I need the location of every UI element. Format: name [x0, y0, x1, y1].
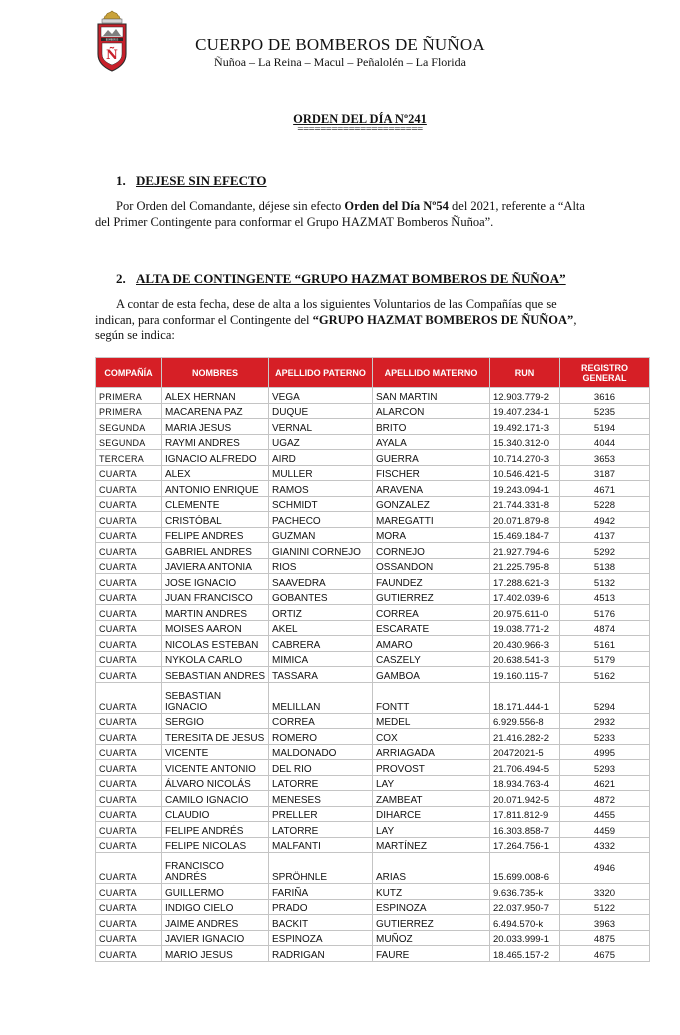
cell-company: CUARTA — [96, 729, 162, 745]
cell-paternal-surname: MELILLAN — [269, 682, 373, 713]
organization-communes: Ñuñoa – La Reina – Macul – Peñalolén – La Florida — [214, 55, 466, 69]
cell-general-registry: 3320 — [560, 884, 650, 900]
cell-names: ALEX HERNAN — [162, 388, 269, 404]
cell-maternal-surname: FAURE — [373, 946, 490, 962]
cell-maternal-surname: MUÑOZ — [373, 930, 490, 946]
cell-general-registry: 5292 — [560, 543, 650, 559]
cell-run: 21.744.331-8 — [490, 496, 560, 512]
table-row — [96, 713, 650, 729]
cell-names: ALEX — [162, 465, 269, 481]
cell-maternal-surname: ZAMBEAT — [373, 791, 490, 807]
cell-run: 21.416.282-2 — [490, 729, 560, 745]
table-row — [96, 512, 650, 528]
cell-general-registry: 5176 — [560, 605, 650, 621]
cell-maternal-surname: ALARCON — [373, 403, 490, 419]
cell-names: MARTIN ANDRES — [162, 605, 269, 621]
cell-maternal-surname: MEDEL — [373, 713, 490, 729]
cell-names: JAIME ANDRES — [162, 915, 269, 931]
cell-company: CUARTA — [96, 930, 162, 946]
cell-paternal-surname: PRADO — [269, 899, 373, 915]
cell-company: CUARTA — [96, 946, 162, 962]
table-row — [96, 419, 650, 435]
table-row — [96, 651, 650, 667]
cell-paternal-surname: TASSARA — [269, 667, 373, 683]
cell-maternal-surname: CORREA — [373, 605, 490, 621]
cell-run: 17.288.621-3 — [490, 574, 560, 590]
cell-paternal-surname: AIRD — [269, 450, 373, 466]
cell-run: 21.225.795-8 — [490, 558, 560, 574]
cell-paternal-surname: RAMOS — [269, 481, 373, 497]
cell-run: 6.494.570-k — [490, 915, 560, 931]
cell-run: 17.264.756-1 — [490, 837, 560, 853]
section-1-number: 1. — [116, 173, 126, 188]
cell-names: FELIPE NICOLAS — [162, 837, 269, 853]
table-header-row — [96, 358, 650, 388]
cell-names: CAMILO IGNACIO — [162, 791, 269, 807]
section-2-heading — [116, 271, 566, 287]
section-1-paragraph — [95, 199, 595, 230]
cell-general-registry: 5138 — [560, 558, 650, 574]
table-row — [96, 899, 650, 915]
col-header-paternal-surname: APELLIDO PATERNO — [269, 358, 373, 388]
cell-paternal-surname: CORREA — [269, 713, 373, 729]
cell-company: CUARTA — [96, 574, 162, 590]
cell-paternal-surname: BACKIT — [269, 915, 373, 931]
cell-paternal-surname: MULLER — [269, 465, 373, 481]
cell-maternal-surname: CASZELY — [373, 651, 490, 667]
cell-names: VICENTE ANTONIO — [162, 760, 269, 776]
cell-general-registry: 2932 — [560, 713, 650, 729]
cell-maternal-surname: FAUNDEZ — [373, 574, 490, 590]
cell-paternal-surname: MIMICA — [269, 651, 373, 667]
table-row — [96, 434, 650, 450]
cell-paternal-surname: LATORRE — [269, 822, 373, 838]
cell-run: 10.546.421-5 — [490, 465, 560, 481]
cell-run: 20.430.966-3 — [490, 636, 560, 652]
cell-maternal-surname: DIHARCE — [373, 806, 490, 822]
cell-names: JUAN FRANCISCO — [162, 589, 269, 605]
cell-paternal-surname: MALDONADO — [269, 744, 373, 760]
cell-run: 6.929.556-8 — [490, 713, 560, 729]
cell-paternal-surname: ROMERO — [269, 729, 373, 745]
table-row — [96, 837, 650, 853]
cell-run: 10.714.270-3 — [490, 450, 560, 466]
cell-general-registry: 5228 — [560, 496, 650, 512]
table-row — [96, 853, 650, 884]
cell-names: FELIPE ANDRÉS — [162, 822, 269, 838]
cell-names: NYKOLA CARLO — [162, 651, 269, 667]
cell-company: TERCERA — [96, 450, 162, 466]
cell-names: VICENTE — [162, 744, 269, 760]
cell-maternal-surname: MARTÍNEZ — [373, 837, 490, 853]
cell-company: CUARTA — [96, 806, 162, 822]
cell-company: CUARTA — [96, 620, 162, 636]
table-row — [96, 605, 650, 621]
cell-company: CUARTA — [96, 667, 162, 683]
hazmat-roster-table — [95, 357, 650, 962]
cell-maternal-surname: ESCARATE — [373, 620, 490, 636]
cell-paternal-surname: SCHMIDT — [269, 496, 373, 512]
cell-paternal-surname: SPRÖHNLE — [269, 853, 373, 884]
cell-run: 19.160.115-7 — [490, 667, 560, 683]
cell-general-registry: 4675 — [560, 946, 650, 962]
cell-general-registry: 4946 — [560, 853, 650, 884]
cell-names: FELIPE ANDRES — [162, 527, 269, 543]
cell-company: CUARTA — [96, 481, 162, 497]
table-row — [96, 558, 650, 574]
cell-run: 21.706.494-5 — [490, 760, 560, 776]
cell-paternal-surname: VEGA — [269, 388, 373, 404]
cell-names: RAYMI ANDRES — [162, 434, 269, 450]
table-row — [96, 760, 650, 776]
cell-run: 9.636.735-k — [490, 884, 560, 900]
cell-run: 22.037.950-7 — [490, 899, 560, 915]
cell-paternal-surname: DUQUE — [269, 403, 373, 419]
cell-paternal-surname: AKEL — [269, 620, 373, 636]
table-row — [96, 729, 650, 745]
cell-company: CUARTA — [96, 791, 162, 807]
table-row — [96, 403, 650, 419]
cell-general-registry: 5233 — [560, 729, 650, 745]
cell-maternal-surname: AMARO — [373, 636, 490, 652]
table-row — [96, 884, 650, 900]
cell-names: MOISES AARON — [162, 620, 269, 636]
cell-maternal-surname: MAREGATTI — [373, 512, 490, 528]
cell-paternal-surname: VERNAL — [269, 419, 373, 435]
cell-paternal-surname: MENESES — [269, 791, 373, 807]
table-row — [96, 450, 650, 466]
cell-run: 18.934.763-4 — [490, 775, 560, 791]
cell-names: ÁLVARO NICOLÁS — [162, 775, 269, 791]
cell-run: 20.975.611-0 — [490, 605, 560, 621]
cell-maternal-surname: LAY — [373, 822, 490, 838]
cell-company: CUARTA — [96, 527, 162, 543]
cell-paternal-surname: RADRIGAN — [269, 946, 373, 962]
cell-paternal-surname: DEL RIO — [269, 760, 373, 776]
cell-run: 17.402.039-6 — [490, 589, 560, 605]
cell-company: PRIMERA — [96, 388, 162, 404]
cell-names: IGNACIO ALFREDO — [162, 450, 269, 466]
cell-names: SEBASTIAN ANDRES — [162, 667, 269, 683]
cell-run: 21.927.794-6 — [490, 543, 560, 559]
table-row — [96, 822, 650, 838]
cell-paternal-surname: PRELLER — [269, 806, 373, 822]
table-row — [96, 775, 650, 791]
table-row — [96, 481, 650, 497]
cell-company: CUARTA — [96, 636, 162, 652]
table-row — [96, 636, 650, 652]
cell-maternal-surname: ARAVENA — [373, 481, 490, 497]
cell-general-registry: 4137 — [560, 527, 650, 543]
cell-general-registry: 4332 — [560, 837, 650, 853]
cell-names: MACARENA PAZ — [162, 403, 269, 419]
cell-company: SEGUNDA — [96, 434, 162, 450]
cell-maternal-surname: AYALA — [373, 434, 490, 450]
cell-paternal-surname: FARIÑA — [269, 884, 373, 900]
cell-company: CUARTA — [96, 496, 162, 512]
cell-maternal-surname: GONZALEZ — [373, 496, 490, 512]
table-row — [96, 930, 650, 946]
table-row — [96, 620, 650, 636]
cell-run: 15.340.312-0 — [490, 434, 560, 450]
cell-company: PRIMERA — [96, 403, 162, 419]
table-row — [96, 527, 650, 543]
cell-maternal-surname: GUTIERREZ — [373, 589, 490, 605]
cell-names: TERESITA DE JESUS — [162, 729, 269, 745]
cell-run: 19.243.094-1 — [490, 481, 560, 497]
cell-names: NICOLAS ESTEBAN — [162, 636, 269, 652]
cell-general-registry: 4459 — [560, 822, 650, 838]
cell-company: CUARTA — [96, 558, 162, 574]
cell-company: CUARTA — [96, 760, 162, 776]
cell-run: 20.638.541-3 — [490, 651, 560, 667]
cell-general-registry: 5294 — [560, 682, 650, 713]
cell-company: SEGUNDA — [96, 419, 162, 435]
cell-maternal-surname: GUTIERREZ — [373, 915, 490, 931]
order-title-underline: ====================== — [297, 123, 423, 135]
cell-general-registry: 5179 — [560, 651, 650, 667]
cell-paternal-surname: GIANINI CORNEJO — [269, 543, 373, 559]
svg-text:Ñ: Ñ — [106, 48, 118, 63]
table-row — [96, 388, 650, 404]
section-2-number: 2. — [116, 271, 126, 286]
table-row — [96, 806, 650, 822]
cell-maternal-surname: ESPINOZA — [373, 899, 490, 915]
svg-text:BOMBEROS: BOMBEROS — [105, 38, 119, 42]
cell-general-registry: 4872 — [560, 791, 650, 807]
cell-paternal-surname: LATORRE — [269, 775, 373, 791]
cell-names: MARIA JESUS — [162, 419, 269, 435]
cell-paternal-surname: ESPINOZA — [269, 930, 373, 946]
cell-company: CUARTA — [96, 822, 162, 838]
section-2-text-a: A contar de esta fecha, dese de alta a los siguientes Voluntarios de las Compañías que se indican, para conformar el Contingente del — [95, 297, 557, 327]
col-header-run: RUN — [490, 358, 560, 388]
cell-maternal-surname: COX — [373, 729, 490, 745]
table-row — [96, 915, 650, 931]
cell-general-registry: 5122 — [560, 899, 650, 915]
table-row — [96, 791, 650, 807]
cell-general-registry: 3616 — [560, 388, 650, 404]
cell-names: JAVIERA ANTONIA — [162, 558, 269, 574]
cell-run: 20.071.942-5 — [490, 791, 560, 807]
cell-run: 19.492.171-3 — [490, 419, 560, 435]
cell-maternal-surname: SAN MARTIN — [373, 388, 490, 404]
cell-general-registry: 4942 — [560, 512, 650, 528]
table-row — [96, 667, 650, 683]
cell-general-registry: 4995 — [560, 744, 650, 760]
col-header-maternal-surname: APELLIDO MATERNO — [373, 358, 490, 388]
cell-names: MARIO JESUS — [162, 946, 269, 962]
cell-company: CUARTA — [96, 884, 162, 900]
section-2-text-c: , según se indica: — [95, 312, 577, 342]
cell-run: 20472021-5 — [490, 744, 560, 760]
table-row — [96, 465, 650, 481]
section-2-paragraph — [95, 297, 595, 344]
cell-general-registry: 3653 — [560, 450, 650, 466]
cell-general-registry: 3963 — [560, 915, 650, 931]
cell-names: SERGIO — [162, 713, 269, 729]
cell-names: JAVIER IGNACIO — [162, 930, 269, 946]
cell-paternal-surname: SAAVEDRA — [269, 574, 373, 590]
table-row — [96, 543, 650, 559]
cell-maternal-surname: ARRIAGADA — [373, 744, 490, 760]
cell-paternal-surname: UGAZ — [269, 434, 373, 450]
cell-company: CUARTA — [96, 589, 162, 605]
cell-maternal-surname: LAY — [373, 775, 490, 791]
col-header-general-registry: REGISTRO GENERAL — [560, 358, 650, 388]
cell-paternal-surname: RIOS — [269, 558, 373, 574]
cell-company: CUARTA — [96, 853, 162, 884]
cell-general-registry: 4455 — [560, 806, 650, 822]
cell-names: CLAUDIO — [162, 806, 269, 822]
cell-run: 17.811.812-9 — [490, 806, 560, 822]
section-1-text-a: Por Orden del Comandante, déjese sin efecto — [116, 199, 345, 213]
section-1-heading — [116, 173, 267, 189]
cell-maternal-surname: OSSANDON — [373, 558, 490, 574]
cell-general-registry: 5235 — [560, 403, 650, 419]
col-header-names: NOMBRES — [162, 358, 269, 388]
table-row — [96, 574, 650, 590]
cell-general-registry: 3187 — [560, 465, 650, 481]
cell-names: INDIGO CIELO — [162, 899, 269, 915]
cell-paternal-surname: CABRERA — [269, 636, 373, 652]
cell-maternal-surname: ARIAS — [373, 853, 490, 884]
cell-run: 12.903.779-2 — [490, 388, 560, 404]
cell-company: CUARTA — [96, 512, 162, 528]
cell-names: ANTONIO ENRIQUE — [162, 481, 269, 497]
cell-general-registry: 4874 — [560, 620, 650, 636]
order-title: ORDEN DEL DÍA Nº241 — [293, 112, 427, 126]
cell-company: CUARTA — [96, 605, 162, 621]
cell-maternal-surname: MORA — [373, 527, 490, 543]
cell-general-registry: 4621 — [560, 775, 650, 791]
section-1-text-bold: Orden del Día Nº54 — [344, 199, 449, 213]
table-row — [96, 946, 650, 962]
cell-names: CLEMENTE — [162, 496, 269, 512]
cell-paternal-surname: GOBANTES — [269, 589, 373, 605]
cell-run: 19.038.771-2 — [490, 620, 560, 636]
cell-names: SEBASTIAN IGNACIO — [162, 682, 269, 713]
cell-maternal-surname: FISCHER — [373, 465, 490, 481]
cell-paternal-surname: ORTIZ — [269, 605, 373, 621]
cell-general-registry: 5293 — [560, 760, 650, 776]
cell-names: JOSE IGNACIO — [162, 574, 269, 590]
cell-paternal-surname: PACHECO — [269, 512, 373, 528]
cell-maternal-surname: GUERRA — [373, 450, 490, 466]
cell-run: 18.465.157-2 — [490, 946, 560, 962]
cell-maternal-surname: BRITO — [373, 419, 490, 435]
cell-general-registry: 5132 — [560, 574, 650, 590]
section-1-text-c: del 2021, referente a “Alta del Primer Contingente para conformar el Grupo HAZMAT Bomberos Ñuñoa”. — [95, 199, 585, 229]
cell-run: 19.407.234-1 — [490, 403, 560, 419]
cell-company: CUARTA — [96, 465, 162, 481]
cell-company: CUARTA — [96, 651, 162, 667]
cell-run: 16.303.858-7 — [490, 822, 560, 838]
cell-maternal-surname: PROVOST — [373, 760, 490, 776]
table-row — [96, 744, 650, 760]
cell-company: CUARTA — [96, 682, 162, 713]
table-row — [96, 589, 650, 605]
cell-names: FRANCISCO ANDRÉS — [162, 853, 269, 884]
table-row — [96, 496, 650, 512]
organization-title: CUERPO DE BOMBEROS DE ÑUÑOA — [195, 35, 485, 54]
cell-maternal-surname: KUTZ — [373, 884, 490, 900]
cell-general-registry: 4671 — [560, 481, 650, 497]
cell-maternal-surname: GAMBOA — [373, 667, 490, 683]
cell-company: CUARTA — [96, 744, 162, 760]
cell-general-registry: 5162 — [560, 667, 650, 683]
cell-maternal-surname: CORNEJO — [373, 543, 490, 559]
cell-paternal-surname: MALFANTI — [269, 837, 373, 853]
cell-general-registry: 4044 — [560, 434, 650, 450]
fire-department-seal-logo — [97, 10, 127, 72]
table-body — [96, 388, 650, 962]
col-header-company: COMPAÑÍA — [96, 358, 162, 388]
cell-run: 15.469.184-7 — [490, 527, 560, 543]
cell-names: CRISTÓBAL — [162, 512, 269, 528]
cell-company: CUARTA — [96, 775, 162, 791]
cell-paternal-surname: GUZMAN — [269, 527, 373, 543]
cell-run: 18.171.444-1 — [490, 682, 560, 713]
cell-company: CUARTA — [96, 543, 162, 559]
section-2-text-bold: “GRUPO HAZMAT BOMBEROS DE ÑUÑOA” — [312, 312, 574, 327]
section-2-title: ALTA DE CONTINGENTE “GRUPO HAZMAT BOMBEROS DE ÑUÑOA” — [136, 271, 566, 286]
cell-general-registry: 4513 — [560, 589, 650, 605]
cell-names: GUILLERMO — [162, 884, 269, 900]
cell-maternal-surname: FONTT — [373, 682, 490, 713]
table-row — [96, 682, 650, 713]
cell-company: CUARTA — [96, 915, 162, 931]
cell-company: CUARTA — [96, 899, 162, 915]
cell-run: 15.699.008-6 — [490, 853, 560, 884]
cell-general-registry: 4875 — [560, 930, 650, 946]
cell-company: CUARTA — [96, 713, 162, 729]
cell-names: GABRIEL ANDRES — [162, 543, 269, 559]
cell-run: 20.033.999-1 — [490, 930, 560, 946]
cell-general-registry: 5161 — [560, 636, 650, 652]
section-1-title: DEJESE SIN EFECTO — [136, 173, 267, 188]
cell-run: 20.071.879-8 — [490, 512, 560, 528]
cell-company: CUARTA — [96, 837, 162, 853]
cell-general-registry: 5194 — [560, 419, 650, 435]
